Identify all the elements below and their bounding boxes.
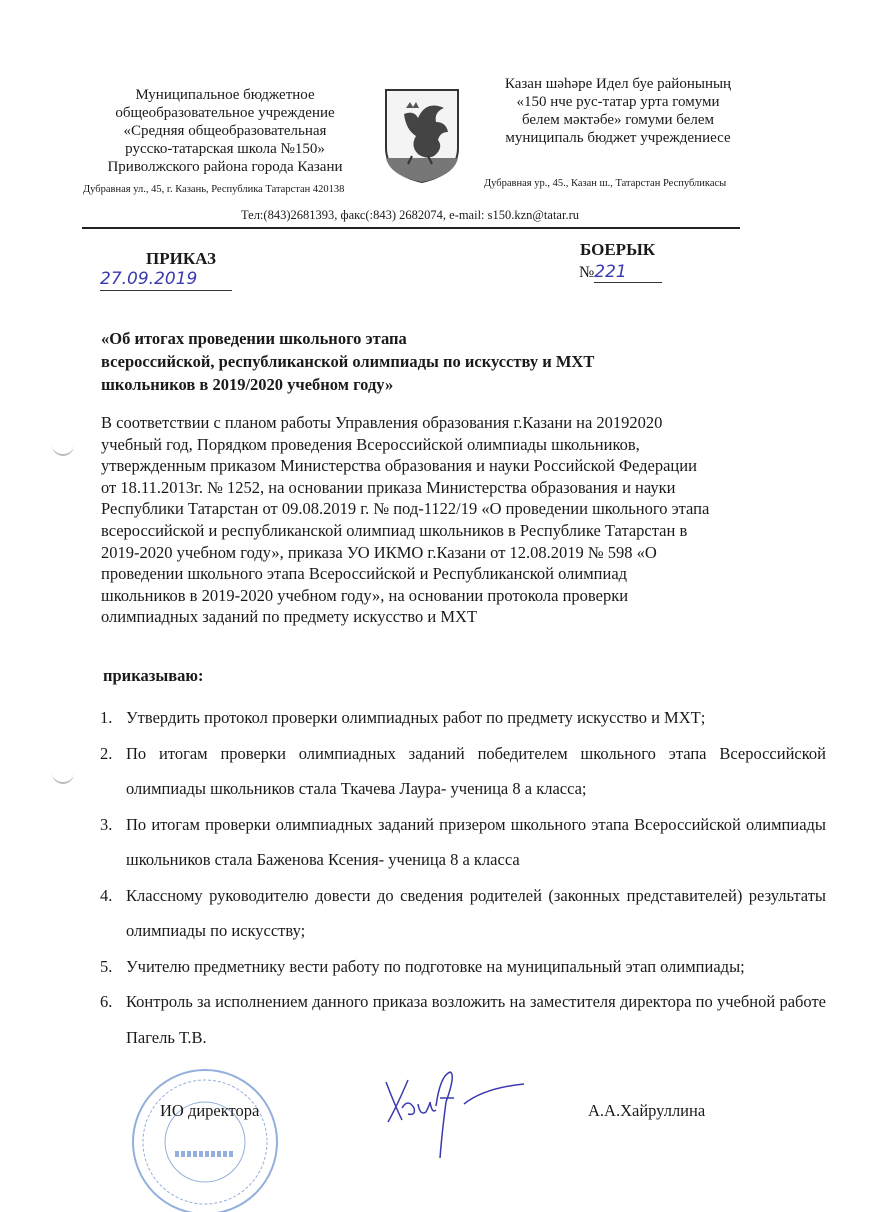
body-line: проведении школьного этапа Всероссийской и Республиканской олимпиад bbox=[101, 564, 628, 584]
letterhead-line: «Средняя общеобразовательная bbox=[123, 123, 327, 139]
body-line: учебный год, Порядком проведения Всероссийской олимпиады школьников, bbox=[101, 434, 640, 454]
decree-word: приказываю: bbox=[103, 666, 204, 685]
item-text: Контроль за исполнением данного приказа возложить на заместителя директора по учебной работе Пагель Т.В. bbox=[126, 992, 826, 1047]
letterhead-line: Казан шәһәре Идел буе районының bbox=[504, 76, 732, 92]
order-item bbox=[100, 878, 826, 949]
title-line: «Об итогах проведении школьного этапа bbox=[101, 329, 407, 348]
body-line: от 18.11.2013г. № 1252, на основании приказа Министерства образования и науки bbox=[101, 477, 676, 497]
order-item bbox=[100, 984, 826, 1055]
order-number-field bbox=[579, 262, 662, 283]
item-text: Учителю предметнику вести работу по подготовке на муниципальный этап олимпиады; bbox=[126, 956, 745, 976]
letterhead-left bbox=[85, 86, 365, 176]
order-title bbox=[101, 327, 741, 396]
body-line: всероссийской и республиканской олимпиад школьников в Республике Татарстан в bbox=[101, 520, 688, 540]
body-line: Республики Татарстан от 09.08.2019 г. № под-1122/19 «О проведении школьного этапа bbox=[101, 499, 710, 519]
number-sign: № bbox=[579, 264, 595, 281]
item-text: Утвердить протокол проверки олимпиадных работ по предмету искусство и МХТ; bbox=[126, 708, 706, 727]
contacts-line: Тел:(843)2681393, факс(:843) 2682074, e-mail: s150.kzn@tatar.ru bbox=[240, 208, 579, 222]
letterhead-line: русско-татарская школа №150» bbox=[125, 141, 325, 157]
item-number: 2. bbox=[100, 743, 113, 763]
handwritten-signature bbox=[378, 1068, 538, 1168]
letterhead-line: «150 нче рус-татар урта гомуми bbox=[516, 94, 720, 110]
item-number: 3. bbox=[100, 814, 113, 834]
letterhead-line: Приволжского района города Казани bbox=[107, 159, 343, 175]
order-item bbox=[100, 700, 826, 736]
title-line: школьников в 2019/2020 учебном году» bbox=[101, 375, 394, 394]
letterhead-line: общеобразовательное учреждение bbox=[115, 105, 335, 121]
body-line: школьников в 2019-2020 учебном году», на основании протокола проверки bbox=[101, 585, 629, 605]
body-line: олимпиадных заданий по предмету искусство и МХТ bbox=[101, 607, 478, 627]
order-item bbox=[100, 949, 826, 985]
item-number: 6. bbox=[100, 992, 113, 1011]
punch-hole-mark bbox=[52, 772, 74, 784]
punch-hole-mark bbox=[52, 444, 74, 456]
signatory-name: А.А.Хайруллина bbox=[588, 1101, 706, 1120]
order-items bbox=[100, 700, 826, 1055]
right-address: Дубравная ур., 45., Казан ш., Татарстан Республикасы bbox=[484, 178, 727, 189]
letterhead-right bbox=[472, 75, 764, 147]
order-label-ru: ПРИКАЗ bbox=[146, 249, 216, 268]
preamble bbox=[101, 412, 821, 628]
order-label-tt: БОЕРЫК bbox=[580, 240, 656, 259]
item-number: 4. bbox=[100, 885, 113, 905]
body-line: 2019-2020 учебном году», приказа УО ИКМО г.Казани от 12.08.2019 № 598 «О bbox=[101, 542, 657, 562]
item-text: Классному руководителю довести до сведения родителей (законных представителей) результаты олимпиады по искусству; bbox=[126, 885, 826, 940]
coat-of-arms-emblem bbox=[384, 88, 460, 184]
item-text: По итогам проверки олимпиадных заданий призером школьного этапа Всероссийской олимпиады школьников стала Баженова Ксения- ученица 8 а класса bbox=[126, 814, 826, 869]
header-divider bbox=[82, 227, 740, 229]
letterhead-line: белем мәктәбе» гомуми белем bbox=[521, 112, 715, 128]
order-number: 221 bbox=[594, 262, 662, 283]
item-number: 5. bbox=[100, 956, 113, 976]
body-line: утвержденным приказом Министерства образования и науки Российской Федерации bbox=[101, 456, 697, 476]
left-address: Дубравная ул., 45, г. Казань, Республика Татарстан 420138 bbox=[83, 184, 345, 195]
letterhead-line: муниципаль бюджет учреждениесе bbox=[505, 130, 731, 146]
signatory-position: ИО директора bbox=[160, 1101, 260, 1120]
official-stamp bbox=[120, 1062, 290, 1212]
item-number: 1. bbox=[100, 708, 113, 727]
order-item bbox=[100, 807, 826, 878]
order-date: 27.09.2019 bbox=[100, 268, 232, 291]
order-item bbox=[100, 736, 826, 807]
body-line: В соответствии с планом работы Управления образования г.Казани на 20192020 bbox=[101, 413, 663, 432]
item-text: По итогам проверки олимпиадных заданий победителем школьного этапа Всероссийской олимпиады школьников стала Ткачева Лаура- ученица 8 а класса; bbox=[126, 743, 826, 798]
letterhead-line: Муниципальное бюджетное bbox=[135, 87, 315, 103]
title-line: всероссийской, республиканской олимпиады по искусству и МХТ bbox=[101, 352, 595, 371]
